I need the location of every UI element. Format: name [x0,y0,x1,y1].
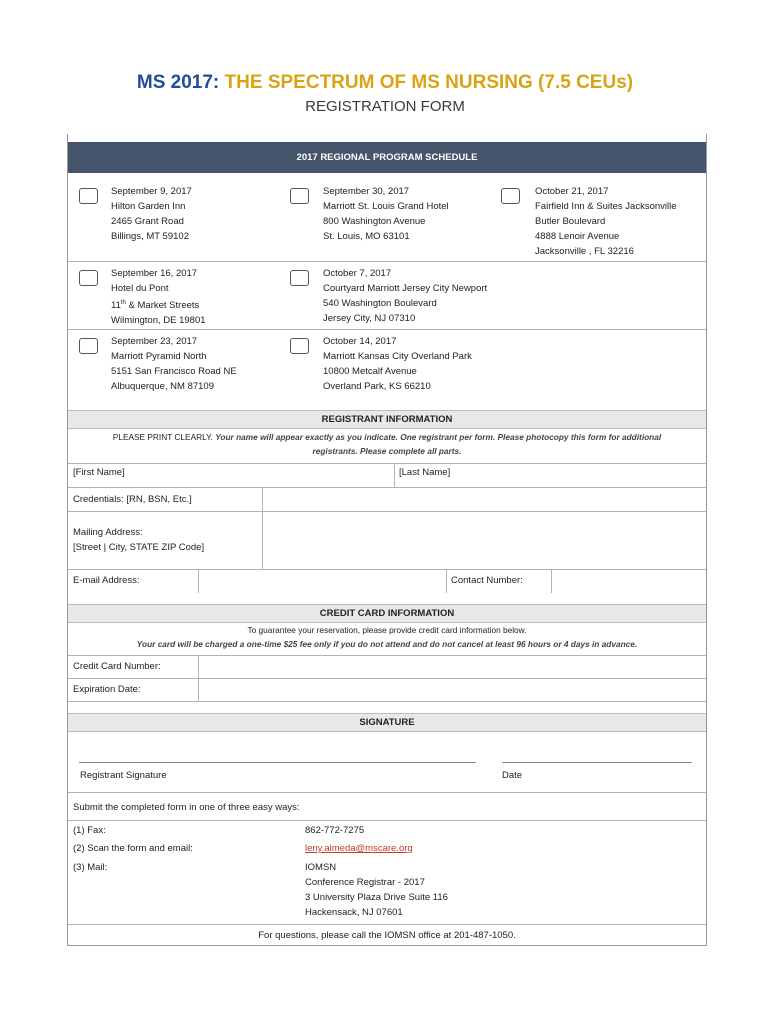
location-jacksonville [535,184,677,259]
divider [68,924,706,925]
mailing-address-block [305,860,448,920]
location-venue: Courtyard Marriott Jersey City Newport [323,283,488,294]
form-title [0,72,770,94]
divider [68,701,706,702]
note-italic: registrants. Please complete all parts. [312,445,462,456]
registrant-heading: REGISTRANT INFORMATION [68,410,706,429]
location-albuquerque [111,334,237,394]
location-street: 2465 Grant Road [111,216,184,227]
location-checkbox-wilmington[interactable] [79,270,98,286]
last-name-label: [Last Name] [399,467,451,478]
location-st-louis [323,184,449,244]
street-number: 11 [111,300,121,312]
note-italic: Your card will be charged a one-time $25 fee only if you do not attend and do not cancel at least 96 hours or 4 days in advance. [136,638,638,649]
fax-label: (1) Fax: [73,825,106,836]
location-date: October 14, 2017 [323,336,397,347]
location-city: Albuquerque, NM 87109 [111,381,214,392]
location-city: Wilmington, DE 19801 [111,315,206,327]
form-subtitle: REGISTRATION FORM [305,98,465,115]
contact-number-label: Contact Number: [451,575,523,586]
expiration-label: Expiration Date: [73,684,141,695]
location-city: Jersey City, NJ 07310 [323,313,416,324]
location-city: St. Louis, MO 63101 [323,231,410,242]
location-venue: Marriott Kansas City Overland Park [323,351,472,362]
email-submit-label: (2) Scan the form and email: [73,843,193,854]
location-checkbox-overland-park[interactable] [290,338,309,354]
divider [68,329,706,330]
signature-heading: SIGNATURE [68,713,706,732]
submit-intro: Submit the completed form in one of three easy ways: [73,802,300,813]
schedule-heading: 2017 REGIONAL PROGRAM SCHEDULE [68,142,706,173]
signature-line[interactable] [79,762,476,763]
first-name-label: [First Name] [73,467,125,478]
email-field[interactable] [199,569,446,593]
registration-form [67,134,707,946]
location-street-2: 4888 Lenoir Avenue [535,231,620,242]
mailing-address-label [73,525,204,555]
location-venue: Marriott Pyramid North [111,351,207,362]
mail-line: Conference Registrar - 2017 [305,877,425,888]
location-street: Butler Boulevard [535,216,606,227]
location-date: September 23, 2017 [111,336,198,347]
date-line[interactable] [502,762,692,763]
location-checkbox-jersey-city[interactable] [290,270,309,286]
location-venue: Marriott St. Louis Grand Hotel [323,201,449,212]
location-checkbox-jacksonville[interactable] [501,188,520,204]
date-label: Date [502,770,523,781]
title-rest: THE SPECTRUM OF MS NURSING (7.5 CEUs) [224,72,634,93]
divider [68,792,706,793]
location-date: September 16, 2017 [111,268,198,279]
location-billings [111,184,192,244]
location-venue: Hotel du Pont [111,283,169,294]
fax-number: 862-772-7275 [305,825,365,836]
first-name-field[interactable] [68,463,394,487]
questions-footer: For questions, please call the IOMSN office at 201-487-1050. [258,930,516,941]
credit-card-note [68,624,706,651]
location-street: 800 Washington Avenue [323,216,426,227]
location-checkbox-st-louis[interactable] [290,188,309,204]
location-street [111,296,206,313]
divider [68,261,706,262]
street-ordinal: th [120,300,126,306]
divider [68,820,706,821]
mailing-label-line: [Street | City, STATE ZIP Code] [73,542,205,553]
credentials-label: Credentials: [RN, BSN, Etc.] [73,494,192,505]
location-date: October 21, 2017 [535,186,609,197]
location-overland-park [323,334,472,394]
location-checkbox-albuquerque[interactable] [79,338,98,354]
mailing-label-line: Mailing Address: [73,527,143,538]
note-italic: Your name will appear exactly as you indicate. One registrant per form. Please photocopy this form for additional [215,432,662,442]
expiration-field[interactable] [199,678,706,701]
street-rest: & Market Streets [125,300,200,312]
mail-label: (3) Mail: [73,862,108,873]
divider [446,569,447,593]
location-wilmington [111,266,206,328]
location-street: 10800 Metcalf Avenue [323,366,417,377]
note-plain: To guarantee your reservation, please provide credit card information below. [247,625,527,635]
email-label: E-mail Address: [73,575,140,586]
location-venue: Hilton Garden Inn [111,201,186,212]
last-name-field[interactable] [395,463,706,487]
location-city: Overland Park, KS 66210 [323,381,431,392]
credit-card-heading: CREDIT CARD INFORMATION [68,604,706,623]
location-street: 5151 San Francisco Road NE [111,366,237,377]
location-city: Billings, MT 59102 [111,231,189,242]
location-city: Jacksonville , FL 32216 [535,246,634,257]
title-ms: MS 2017: [136,72,220,93]
location-street: 540 Washington Boulevard [323,298,437,309]
submit-email-link-wrap [305,841,413,856]
submit-email-link[interactable]: leny.almeda@mscare.org [305,843,413,854]
signature-label: Registrant Signature [80,770,167,781]
contact-number-field[interactable] [552,569,706,593]
card-number-label: Credit Card Number: [73,661,161,672]
note-plain: PLEASE PRINT CLEARLY. [112,432,213,442]
location-date: September 30, 2017 [323,186,410,197]
mailing-address-field[interactable] [263,511,706,569]
card-number-field[interactable] [199,655,706,678]
location-venue: Fairfield Inn & Suites Jacksonville [535,201,677,212]
mail-line: 3 University Plaza Drive Suite 116 [305,892,448,903]
location-checkbox-billings[interactable] [79,188,98,204]
location-date: October 7, 2017 [323,268,392,279]
registrant-note [68,431,706,458]
location-jersey-city [323,266,487,326]
mail-line: IOMSN [305,862,337,873]
location-date: September 9, 2017 [111,186,192,197]
mail-line: Hackensack, NJ 07601 [305,907,403,918]
credentials-field[interactable] [263,487,706,511]
